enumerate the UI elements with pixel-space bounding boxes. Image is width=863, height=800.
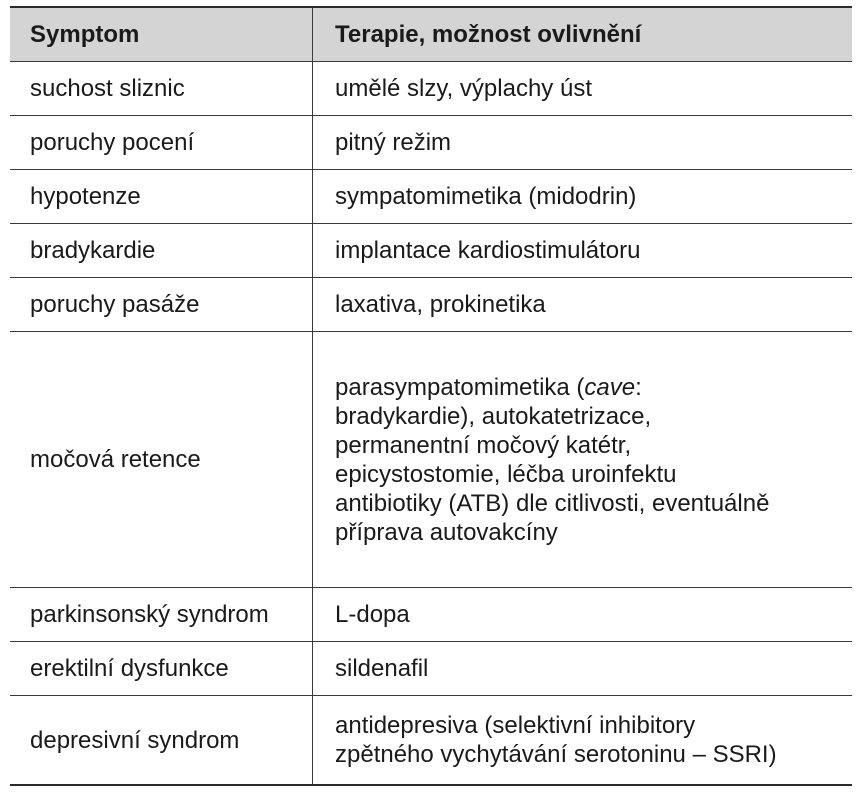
table-row bbox=[10, 224, 852, 278]
symptom-therapy-table bbox=[10, 6, 852, 786]
table-row bbox=[10, 332, 852, 588]
table-row bbox=[10, 588, 852, 642]
therapy-line: epicystostomie, léčba uroinfektu bbox=[335, 460, 677, 488]
header-symptom: Symptom bbox=[10, 8, 313, 61]
therapy-cell bbox=[313, 696, 852, 784]
symptom-cell: močová retence bbox=[10, 332, 313, 587]
table-row bbox=[10, 696, 852, 784]
symptom-cell: depresivní syndrom bbox=[10, 696, 313, 784]
therapy-cell: L-dopa bbox=[335, 601, 410, 628]
symptom-cell: suchost sliznic bbox=[10, 62, 313, 115]
therapy-text: parasympatomimetika ( bbox=[335, 373, 585, 401]
therapy-line: permanentní močový katétr, bbox=[335, 431, 632, 459]
symptom-cell: poruchy pasáže bbox=[10, 278, 313, 331]
symptom-cell: erektilní dysfunkce bbox=[10, 642, 313, 695]
therapy-multiline bbox=[335, 373, 769, 547]
table-row bbox=[10, 278, 852, 332]
therapy-cell: umělé slzy, výplachy úst bbox=[335, 75, 592, 102]
therapy-line bbox=[335, 373, 769, 402]
therapy-line: bradykardie), autokatetrizace, bbox=[335, 402, 652, 430]
therapy-line: zpětného vychytávání serotoninu – SSRI) bbox=[335, 741, 777, 768]
table-row bbox=[10, 116, 852, 170]
therapy-line: příprava autovakcíny bbox=[335, 518, 558, 546]
therapy-line: antidepresiva (selektivní inhibitory bbox=[335, 712, 696, 739]
symptom-cell: parkinsonský syndrom bbox=[10, 588, 313, 641]
therapy-cell: laxativa, prokinetika bbox=[335, 291, 546, 318]
therapy-line: antibiotiky (ATB) dle citlivosti, eventuálně bbox=[335, 489, 770, 517]
table-row bbox=[10, 62, 852, 116]
table-header-row bbox=[10, 8, 852, 62]
header-therapy: Terapie, možnost ovlivnění bbox=[335, 21, 642, 48]
therapy-cell: sildenafil bbox=[335, 655, 429, 682]
therapy-text: : bbox=[635, 373, 642, 401]
table-row bbox=[10, 642, 852, 696]
therapy-cell: sympatomimetika (midodrin) bbox=[335, 183, 637, 210]
therapy-cell: implantace kardiostimulátoru bbox=[335, 237, 641, 264]
therapy-multiline bbox=[335, 711, 777, 769]
symptom-cell: bradykardie bbox=[10, 224, 313, 277]
therapy-cell: pitný režim bbox=[335, 129, 452, 156]
therapy-cell bbox=[313, 332, 852, 587]
therapy-emphasis: cave bbox=[584, 373, 636, 401]
symptom-cell: poruchy pocení bbox=[10, 116, 313, 169]
table-row bbox=[10, 170, 852, 224]
symptom-cell: hypotenze bbox=[10, 170, 313, 223]
